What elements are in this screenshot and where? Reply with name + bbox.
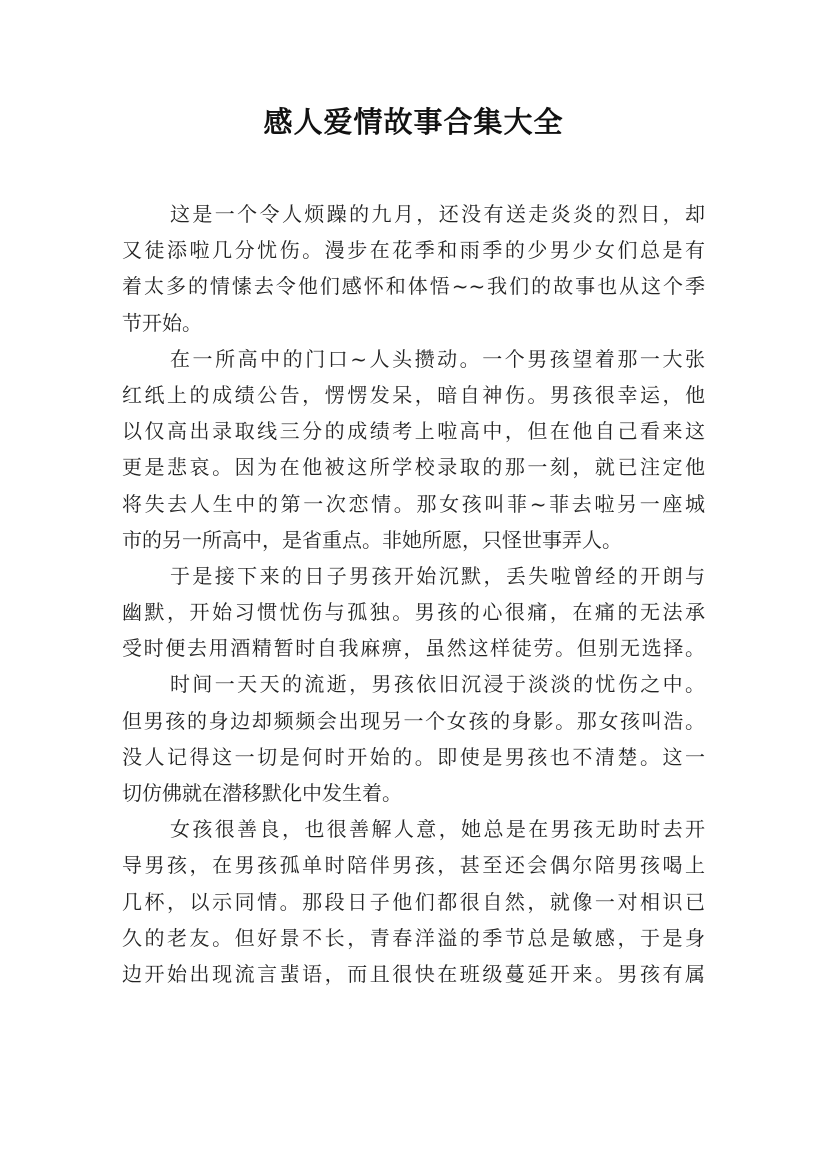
- text-line: 市的另一所高中，是省重点。非她所愿，只怪世事弄人。: [122, 527, 622, 552]
- text-line: 在一所高中的门口~人头攒动。一个男孩望着那一大张: [170, 346, 705, 371]
- text-line: 这是一个令人烦躁的九月，还没有送走炎炎的烈日，却: [170, 202, 705, 226]
- document-title: 感人爱情故事合集大全: [263, 105, 564, 139]
- text-line: 久的老友。但好景不长，青春洋溢的季节总是敏感，于是身: [122, 925, 705, 950]
- text-line: 女孩很善良，也很善解人意，她总是在男孩无助时去开: [170, 817, 705, 842]
- text-line: 更是悲哀。因为在他被这所学校录取的那一刻，就已注定他: [122, 455, 705, 480]
- text-line: 时间一天天的流逝，男孩依旧沉浸于淡淡的忧伤之中。: [170, 672, 705, 697]
- text-line: 红纸上的成绩公告，愣愣发呆，暗自神伤。男孩很幸运，他: [122, 382, 705, 407]
- text-line: 于是接下来的日子男孩开始沉默，丢失啦曾经的开朗与: [170, 563, 705, 588]
- text-line: 几杯，以示同情。那段日子他们都很自然，就像一对相识已: [122, 889, 705, 914]
- text-line: 没人记得这一切是何时开始的。即使是男孩也不清楚。这一: [122, 744, 705, 769]
- text-line: 切仿佛就在潜移默化中发生着。: [122, 781, 402, 805]
- text-line: 以仅高出录取线三分的成绩考上啦高中，但在他自己看来这: [122, 419, 705, 444]
- text-line: 但男孩的身边却频频会出现另一个女孩的身影。那女孩叫浩。: [122, 708, 705, 733]
- text-line: 将失去人生中的第一次恋情。那女孩叫菲~菲去啦另一座城: [122, 491, 705, 516]
- text-line: 着太多的情愫去令他们感怀和体悟~~我们的故事也从这个季: [122, 274, 705, 299]
- document-body: [122, 196, 705, 992]
- text-line: 边开始出现流言蜚语，而且很快在班级蔓延开来。男孩有属: [122, 961, 705, 986]
- text-line: 又徒添啦几分忧伤。漫步在花季和雨季的少男少女们总是有: [122, 238, 705, 263]
- text-line: 导男孩，在男孩孤单时陪伴男孩，甚至还会偶尔陪男孩喝上: [122, 853, 705, 878]
- text-line: 受时便去用酒精暂时自我麻痹，虽然这样徒劳。但别无选择。: [122, 636, 705, 661]
- text-line: 幽默，开始习惯忧伤与孤独。男孩的心很痛，在痛的无法承: [122, 600, 705, 625]
- text-line: 节开始。: [122, 310, 202, 335]
